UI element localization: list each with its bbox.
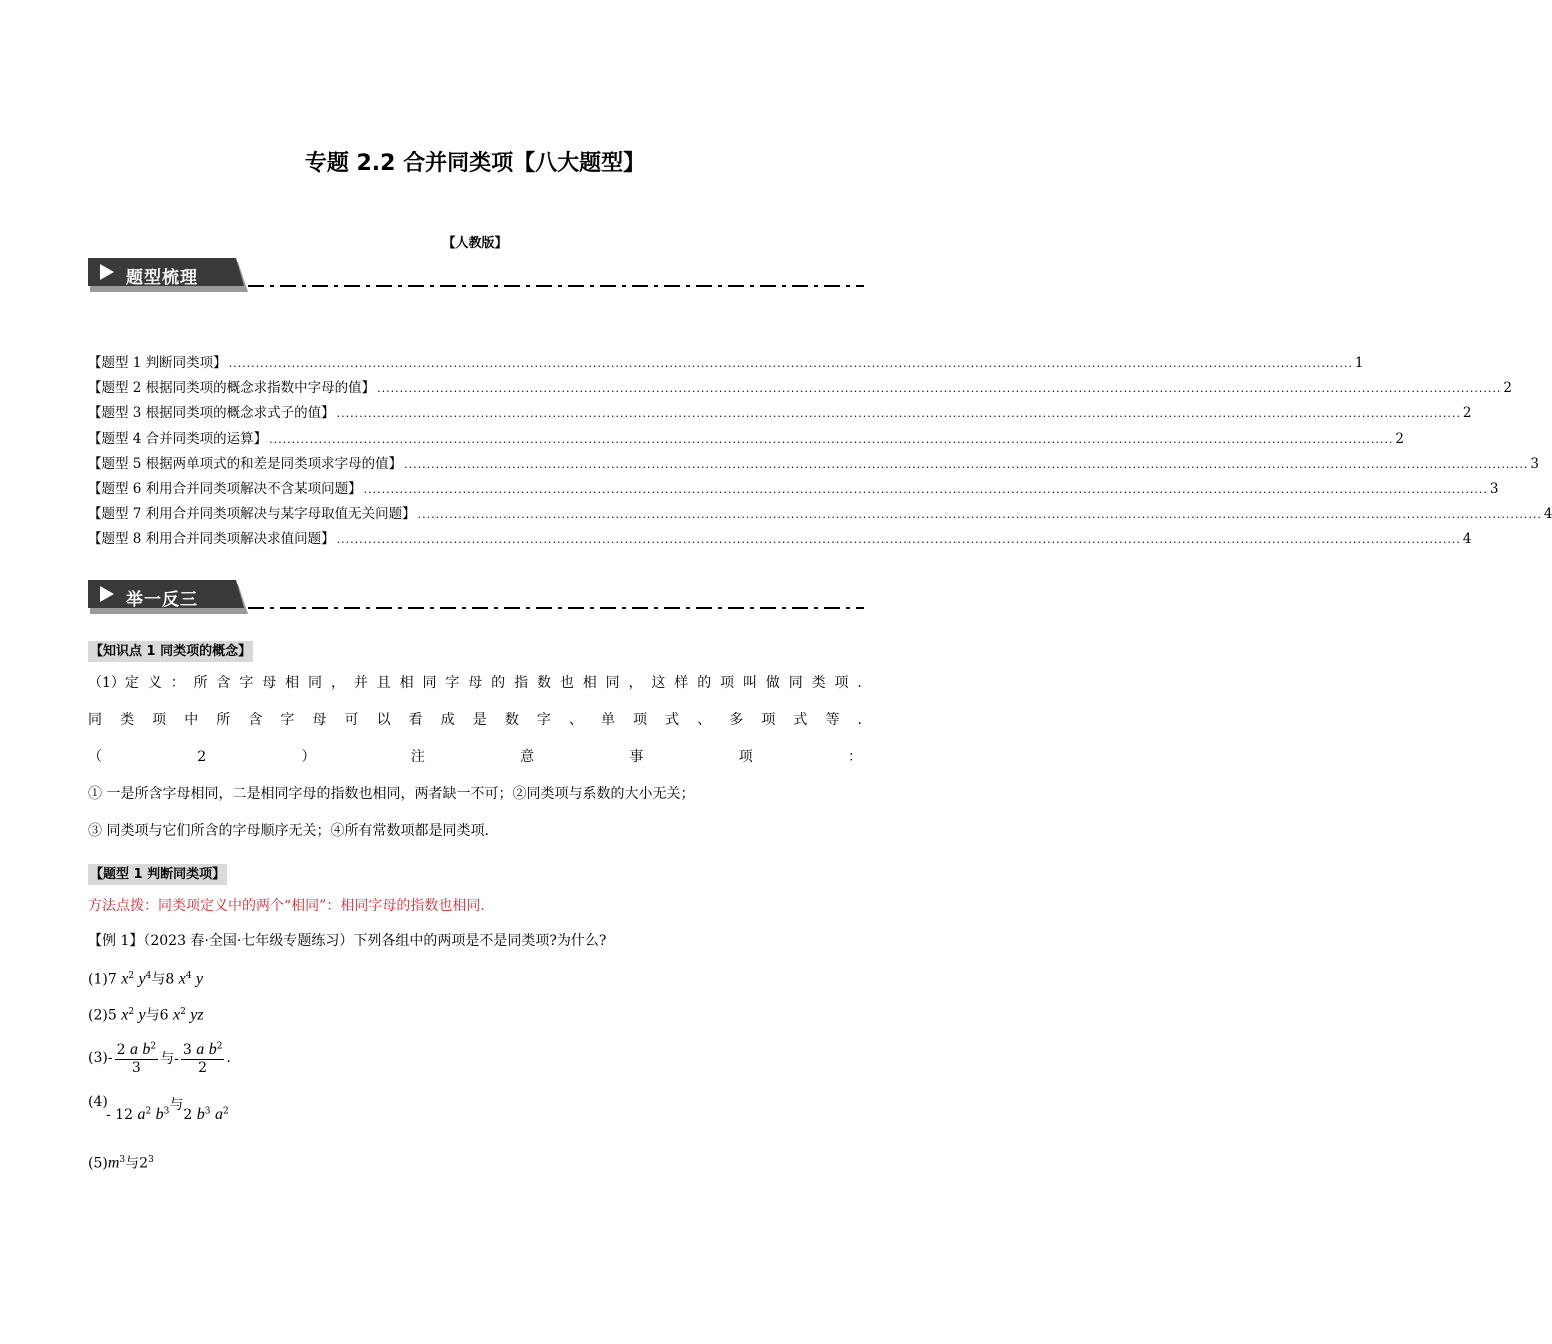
toc-leader: .......................................................................................................................................................................................................................................................... [377, 382, 1502, 396]
denominator: 2 [198, 1059, 208, 1076]
knowledge-section [88, 641, 862, 850]
item-prefix: (3)- [88, 1050, 113, 1066]
toc-label: 【题型 1 判断同类项】 [88, 355, 227, 371]
char: 义 [147, 675, 162, 691]
toc-row[interactable] [88, 401, 1472, 426]
char: 所 [216, 712, 231, 728]
char: 同 [422, 675, 437, 691]
section-banner-catalog [88, 256, 864, 292]
char: ： [848, 749, 862, 765]
char: 母 [312, 712, 327, 728]
char: 类 [120, 712, 135, 728]
item-4: (4) - 12 $a^2$ $b^3$与2 $b^3$ $a^2$ [88, 1094, 229, 1123]
toc-leader: .......................................................................................................................................................................................................................................................... [336, 407, 1461, 421]
knowledge-line-1 [88, 665, 862, 702]
edition-label: 【人教版】 [442, 236, 508, 251]
knowledge-tag: 【知识点 1 同类项的概念】 [88, 641, 253, 662]
char: 式 [665, 712, 680, 728]
conj: 与 [151, 971, 166, 988]
toc-page: 2 [1395, 430, 1404, 447]
toc-page: 2 [1503, 380, 1512, 397]
char: 事 [629, 749, 644, 765]
banner-graphic [88, 256, 864, 292]
char: 也 [559, 675, 574, 691]
char: 字 [445, 675, 460, 691]
toc-row[interactable] [88, 502, 1552, 527]
toc-leader: .......................................................................................................................................................................................................................................................... [228, 357, 1353, 370]
toc-page: 2 [1462, 405, 1472, 422]
char: （1）定 [88, 675, 139, 691]
char: ） [301, 749, 316, 765]
item-3 [88, 1030, 862, 1086]
char: 样 [674, 675, 689, 691]
method-tip: 方法点拨：同类项定义中的两个“相同”：相同字母的指数也相同. [88, 898, 485, 914]
knowledge-line-2 [88, 702, 862, 739]
toc-row[interactable] [88, 452, 1539, 477]
char: 数 [536, 675, 551, 691]
char: 项 [761, 712, 776, 728]
char: ， [628, 675, 643, 691]
char: 数 [504, 712, 519, 728]
char: 2 [197, 749, 207, 765]
fraction: $\frac{3 a b^2}{2}$ [182, 1040, 223, 1076]
period: . [226, 1050, 231, 1066]
char: 相 [582, 675, 597, 691]
knowledge-line-3 [88, 739, 862, 776]
char: ： [170, 675, 185, 691]
type1-tag: 【题型 1 判断同类项】 [88, 864, 227, 885]
char: 叫 [742, 675, 757, 691]
toc-row[interactable] [88, 527, 1472, 552]
char: 项 [738, 749, 753, 765]
char: 母 [468, 675, 483, 691]
toc-row[interactable] [88, 376, 1512, 401]
conj: 与 [169, 1097, 184, 1113]
char: 含 [248, 712, 263, 728]
char: 等 [825, 712, 840, 728]
char: 所 [193, 675, 208, 691]
banner-label-practice: 举一反三 [126, 590, 198, 610]
item-1: (1)7 $x^2$ $y^4$与8 $x^4$ y [88, 970, 204, 988]
toc-page: 4 [1543, 506, 1552, 523]
knowledge-line-5: ③ 同类项与它们所含的字母顺序无关；④所有常数项都是同类项. [88, 823, 489, 839]
item-2: (2)5 $x^2$ y与6 $x^2$ yz [88, 1006, 204, 1024]
coef: 8 [165, 971, 175, 988]
char: 并 [353, 675, 368, 691]
char: 成 [440, 712, 455, 728]
toc-row[interactable] [88, 477, 1499, 502]
coef: 2 [183, 1107, 193, 1123]
toc-leader: .......................................................................................................................................................................................................................................................... [404, 457, 1529, 471]
numerator: 3 [182, 1041, 192, 1058]
char: . [857, 712, 862, 728]
char: 类 [811, 675, 826, 691]
char: 相 [399, 675, 414, 691]
char: 的 [697, 675, 712, 691]
char: 这 [651, 675, 666, 691]
denominator: 3 [131, 1059, 141, 1076]
toc-label: 【题型 3 根据同类项的概念求式子的值】 [88, 405, 335, 422]
coef: 6 [159, 1007, 169, 1024]
toc-leader: .......................................................................................................................................................................................................................................................... [269, 432, 1394, 446]
banner-graphic [88, 578, 864, 614]
toc-label: 【题型 7 利用合并同类项解决与某字母取值无关问题】 [88, 506, 416, 523]
char: 项 [720, 675, 735, 691]
knowledge-line-4: ① 一是所含字母相同，二是相同字母的指数也相同，两者缺一不可；②同类项与系数的大小无关； [88, 786, 695, 802]
toc-leader: .......................................................................................................................................................................................................................................................... [363, 482, 1488, 496]
char: 做 [765, 675, 780, 691]
char: 以 [376, 712, 391, 728]
char: 多 [729, 712, 744, 728]
table-of-contents [88, 351, 1552, 553]
char: 同 [88, 712, 102, 728]
coef: 2 [139, 1155, 149, 1172]
char: . [857, 675, 862, 691]
char: 字 [536, 712, 551, 728]
toc-page: 1 [1354, 355, 1364, 371]
char: 看 [408, 712, 423, 728]
char: 字 [280, 712, 295, 728]
toc-row[interactable] [88, 427, 1404, 452]
char: 、 [568, 712, 583, 728]
char: （ [88, 749, 102, 765]
char: 、 [697, 712, 712, 728]
toc-leader: .......................................................................................................................................................................................................................................................... [336, 533, 1461, 547]
conj: 与 [125, 1155, 140, 1172]
char: 是 [472, 712, 487, 728]
char: 项 [152, 712, 167, 728]
char: ， [330, 675, 345, 691]
toc-label: 【题型 6 利用合并同类项解决不含某项问题】 [88, 480, 362, 497]
char: 同 [788, 675, 803, 691]
char: 字 [239, 675, 254, 691]
coef: 7 [107, 971, 117, 988]
char: 单 [601, 712, 615, 728]
char: 同 [308, 675, 323, 691]
toc-label: 【题型 4 合并同类项的运算】 [88, 430, 268, 447]
toc-row[interactable] [88, 351, 1364, 376]
char: 注 [410, 749, 425, 765]
toc-label: 【题型 5 根据两单项式的和差是同类项求字母的值】 [88, 455, 403, 472]
fraction: $\frac{2 a b^2}{3}$ [116, 1040, 157, 1076]
toc-page: 3 [1489, 480, 1499, 497]
item-5: $(5)m^3$与$2^3$ [88, 1154, 154, 1172]
type1-section [88, 864, 862, 1178]
conj: 与- [160, 1051, 179, 1067]
page-title: 专题 2.2 合并同类项【八大题型】 [304, 151, 646, 176]
banner-label-catalog: 题型梳理 [126, 268, 198, 288]
char: 且 [376, 675, 391, 691]
char: 相 [285, 675, 300, 691]
char: 含 [216, 675, 231, 691]
item-prefix: (2) [88, 1007, 108, 1024]
item-prefix: (4) [88, 1094, 108, 1110]
coef: 5 [107, 1007, 117, 1024]
char: 同 [605, 675, 620, 691]
toc-label: 【题型 8 利用合并同类项解决求值问题】 [88, 531, 335, 548]
char: 的 [491, 675, 506, 691]
char: 项 [834, 675, 849, 691]
char: 可 [344, 712, 359, 728]
toc-label: 【题型 2 根据同类项的概念求指数中字母的值】 [88, 380, 376, 397]
char: 式 [793, 712, 808, 728]
toc-page: 3 [1530, 455, 1539, 472]
toc-leader: .......................................................................................................................................................................................................................................................... [417, 508, 1542, 522]
example-1-stem: 【例 1】（2023 春·全国·七年级专题练习）下列各组中的两项是不是同类项?为什么? [88, 933, 607, 949]
char: 中 [184, 712, 199, 728]
char: 指 [514, 675, 529, 691]
numerator: 2 [116, 1041, 126, 1058]
conj: 与 [145, 1007, 160, 1024]
char: 意 [520, 749, 535, 765]
coef: - 12 [106, 1107, 133, 1123]
section-banner-practice [88, 578, 864, 614]
char: 项 [633, 712, 648, 728]
item-prefix: (1) [88, 971, 108, 988]
item-prefix: (5) [88, 1155, 108, 1172]
char: 母 [262, 675, 277, 691]
toc-page: 4 [1462, 531, 1472, 548]
